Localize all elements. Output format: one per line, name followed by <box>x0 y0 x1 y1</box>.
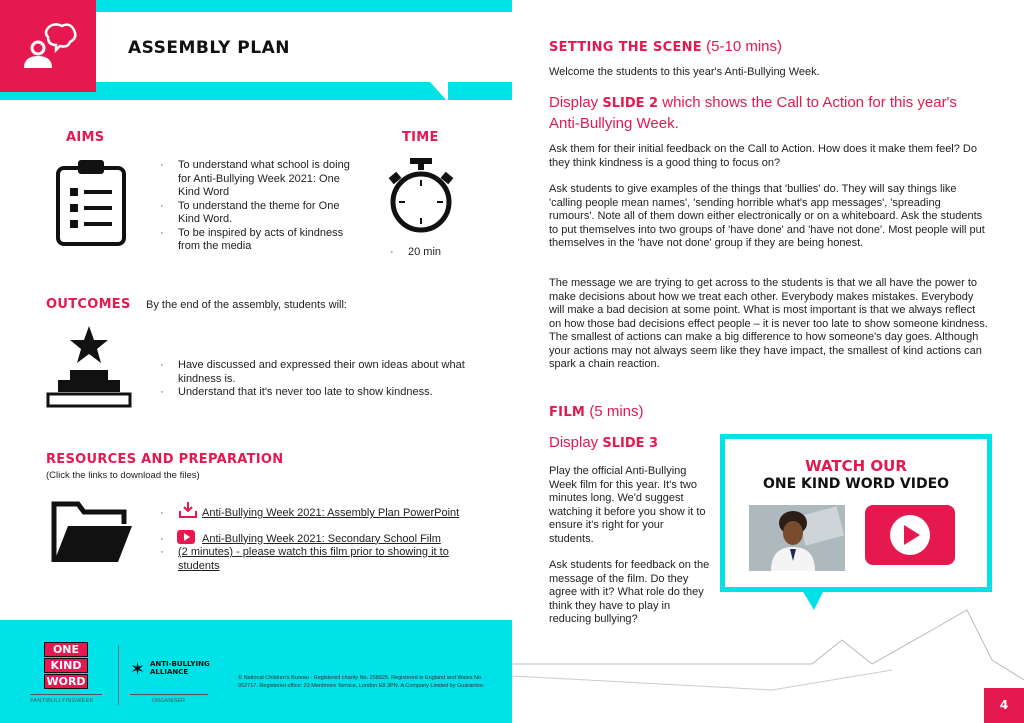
slide-ref: SLIDE 2 <box>602 96 659 111</box>
resource-film-note-item <box>164 546 484 573</box>
outcomes-heading: OUTCOMES <box>46 297 131 312</box>
clipboard-icon <box>54 158 128 246</box>
paragraph-examples: Ask students to give examples of the things that 'bullies' do. They will say things like 'calling people mean names', 'sending horrible what's app messages', 'spreading rumours'. Note all of them down either electronically or on a whiteboard. Ask the students to put themselves into two groups of 'have done' and 'have not done'. Most people will put themselves in the 'have not done' group if they are being honest. <box>549 183 985 249</box>
podium-star-icon <box>46 322 132 408</box>
aim-item: · To understand what school is doing for Anti-Bullying Week 2021: One Kind Word <box>164 159 354 200</box>
alliance-logo <box>150 660 210 676</box>
video-title-line1: WATCH OUR <box>805 457 907 475</box>
welcome-text: Welcome the students to this year's Anti-Bullying Week. <box>549 66 820 78</box>
play-icon <box>865 505 955 565</box>
logo-word: KIND <box>44 658 88 673</box>
film-time: (5 mins) <box>589 403 644 420</box>
outcomes-intro: By the end of the assembly, students will: <box>146 299 347 311</box>
time-list <box>394 246 474 260</box>
setting-scene-time: (5-10 mins) <box>706 38 783 55</box>
setting-scene-heading <box>549 38 782 55</box>
resources-list <box>164 507 484 573</box>
legal-notice: © National Children's Bureau · Registered charity No. 258825. Registered in England and Wales No. 952717. Registered office: 23 Mentmore Terrace, London E8 3PN. A Company Limited by Guarantee. <box>238 675 485 689</box>
video-callout[interactable] <box>720 434 992 592</box>
resource-film-item <box>164 533 484 547</box>
header-icon-panel <box>0 0 96 92</box>
slide-ref: SLIDE 3 <box>602 436 659 451</box>
logo-word: WORD <box>44 674 88 689</box>
organiser-rule <box>130 694 208 695</box>
paragraph-message: The message we are trying to get across to the students is that we all have the power to make decisions about how we treat each other. Everybody makes mistakes. Everybody will make a bad decision at some point. What is most important is that we always reflect on how those bad decisions effect people – it is never too late to show someone kindness. The smallest of actions can make a big difference to how someone's day goes. Although your actions may not always seem like they have impact, the smallest of kind actions can spark a chain reaction. <box>549 277 988 370</box>
hashtag: #ANTIBULLYINGWEEK <box>30 698 94 704</box>
resources-heading: RESOURCES AND PREPARATION <box>46 452 284 467</box>
folder-icon <box>50 496 134 566</box>
logo-word: ONE <box>44 642 88 657</box>
paragraph-film-feedback: Ask students for feedback on the message of the film. Do they agree with it? What role do they think they have to play in reducing bullying? <box>549 559 710 625</box>
paragraph-feedback: Ask them for their initial feedback on the Call to Action. How does it make them feel? Do they think kindness is a good thing to focus on? <box>549 143 977 169</box>
aim-item: · To be inspired by acts of kindness from the media <box>164 227 354 254</box>
stopwatch-icon <box>386 156 456 236</box>
alliance-line: ALLIANCE <box>150 668 189 676</box>
display-desc: which shows the Call to Action for this year's Anti-Bullying Week. <box>549 94 957 132</box>
film-title: FILM <box>549 405 586 420</box>
page-number: 4 <box>984 688 1024 723</box>
footer-divider <box>118 645 119 705</box>
decorative-lines <box>512 600 1024 723</box>
speech-person-icon <box>18 22 78 72</box>
alliance-star-icon: ✶ <box>130 659 146 679</box>
header-tail <box>430 82 448 102</box>
time-heading: TIME <box>402 130 439 145</box>
display-slide3 <box>549 433 749 454</box>
video-thumbnail[interactable] <box>749 505 845 571</box>
hashtag-rule <box>30 694 102 695</box>
display-label: Display <box>549 434 603 451</box>
aims-list <box>164 159 354 254</box>
video-play-button[interactable] <box>865 505 955 565</box>
resources-subtitle: (Click the links to download the files) <box>46 470 200 481</box>
aims-heading: AIMS <box>66 130 105 145</box>
outcomes-list <box>164 359 474 400</box>
resource-ppt-item <box>164 507 484 521</box>
film-heading <box>549 403 643 420</box>
display-slide2 <box>549 93 969 134</box>
organiser-label: ORGANISER <box>152 698 186 704</box>
download-icon <box>178 501 198 519</box>
alliance-line: ANTI-BULLYING <box>150 660 210 668</box>
video-thumbnail-image <box>749 505 845 571</box>
time-value: · 20 min <box>394 246 474 260</box>
resource-film-link[interactable]: Anti-Bullying Week 2021: Secondary School Film <box>202 532 441 545</box>
one-kind-word-logo <box>44 642 88 690</box>
outcome-item: · Understand that it's never too late to show kindness. <box>164 386 474 400</box>
display-label: Display <box>549 94 603 111</box>
paragraph-play-film: Play the official Anti-Bullying Week film for this year. It's two minutes long. We'd suggest watching it before you show it to ensure it's right for your students. <box>549 465 706 545</box>
play-icon <box>176 529 196 545</box>
outcome-item: · Have discussed and expressed their own ideas about what kindness is. <box>164 359 474 386</box>
video-title-line2: ONE KIND WORD VIDEO <box>762 476 950 492</box>
page-title: ASSEMBLY PLAN <box>128 38 290 58</box>
resource-ppt-link[interactable]: Anti-Bullying Week 2021: Assembly Plan PowerPoint <box>202 507 460 519</box>
aim-item: · To understand the theme for One Kind Word. <box>164 200 354 227</box>
setting-scene-title: SETTING THE SCENE <box>549 40 702 55</box>
resource-film-note-link[interactable]: (2 minutes) - please watch this film prior to showing it to students <box>178 546 449 572</box>
